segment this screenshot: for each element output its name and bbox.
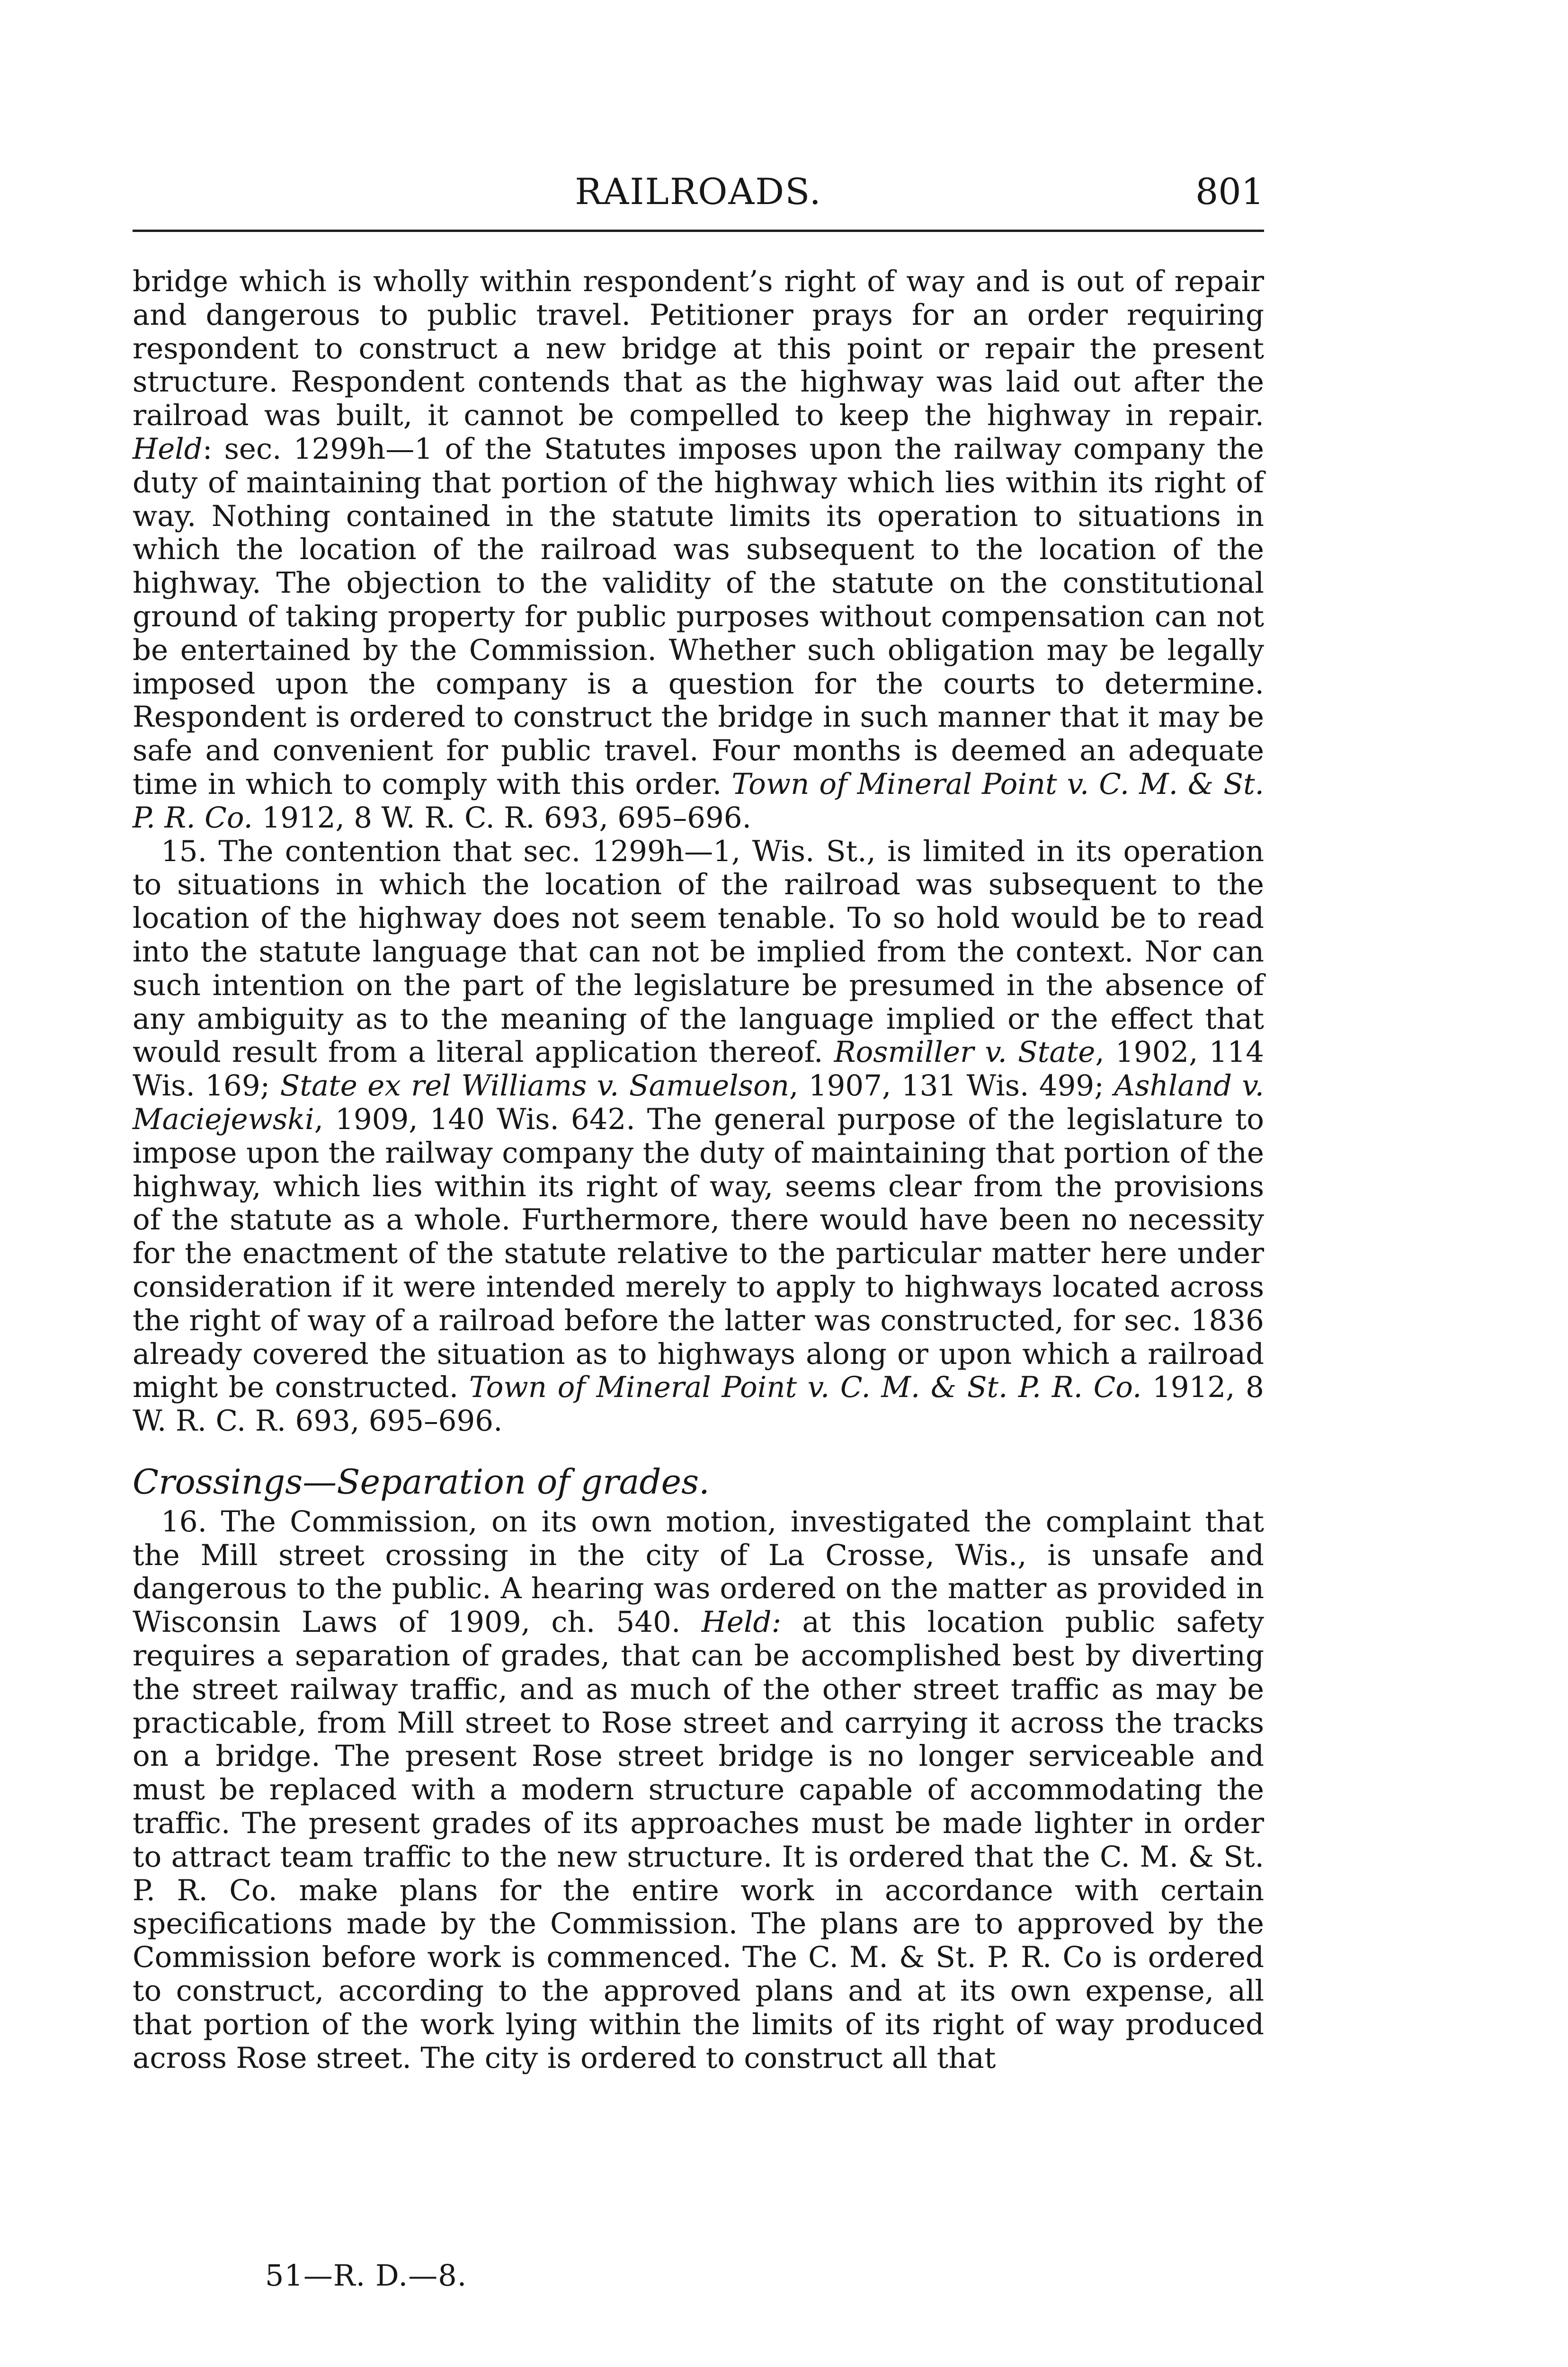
case-citation: Rosmiller v. State bbox=[834, 1035, 1096, 1069]
paragraph-16: 16. The Commission, on its own motion, investigated the complaint that the Mill street crossing in the city of La Crosse, Wis., is unsafe and dangerous to the public. A hearing was ordered on the matter as provided in Wisconsin Laws of 1909, ch. 540. Held: at this location public safety requires a separation of grades, that can be accomplished best by diverting the street railway traffic, and as much of the other street traffic as may be practicable, from Mill street to Rose street and carrying it across the tracks on a bridge. The present Rose street bridge is no longer serviceable and must be replaced with a modern structure capable of accommodating the traffic. The present grades of its approaches must be made lighter in order to attract team traffic to the new structure. It is ordered that the C. M. & St. P. R. Co. make plans for the entire work in accordance with certain specifications made by the Commission. The plans are to approved by the Commission before work is commenced. The C. M. & St. P. R. Co is ordered to construct, according to the approved plans and at its own expense, all that portion of the work lying within the limits of its right of way produced across Rose street. The city is ordered to construct all that bbox=[133, 1504, 1264, 2075]
section-heading: Crossings—Separation of grades. bbox=[133, 1461, 710, 1502]
case-citation: Town of Mineral Point v. C. M. & St. P. R. Co. bbox=[133, 767, 1264, 835]
running-title: RAILROADS. bbox=[575, 170, 822, 213]
paragraph-15: 15. The contention that sec. 1299h—1, Wis. St., is limited in its operation to situations in which the location of the railroad was subsequent to the location of the highway does not seem tenable. To so hold would be to read into the statute language that can not be implied from the context. Nor can such intention on the part of the legislature be presumed in the absence of any ambiguity as to the meaning of the language implied or the effect that would result from a literal application thereof. Rosmiller v. State, 1902, 114 Wis. 169; State ex rel Williams v. Samuelson, 1907, 131 Wis. 499; Ashland v. Maciejewski, 1909, 140 Wis. 642. The general purpose of the legislature to impose upon the railway company the duty of maintaining that portion of the highway, which lies within its right of way, seems clear from the provisions of the statute as a whole. Furthermore, there would have been no necessity for the enactment of the statute relative to the particular matter here under consideration if it were intended merely to apply to highways located across the right of way of a railroad before the latter was constructed, for sec. 1836 already covered the situation as to highways along or upon which a railroad might be constructed. Town of Mineral Point v. C. M. & St. P. R. Co. 1912, 8 W. R. C. R. 693, 695–696. bbox=[133, 834, 1265, 1438]
page-header bbox=[133, 170, 1264, 222]
case-citation: Town of Mineral Point v. C. M. & St. P. R. Co. bbox=[469, 1370, 1142, 1405]
paragraph-14-continued: bridge which is wholly within respondent’s right of way and is out of repair and dangerous to public travel. Petitioner prays for an order requiring respondent to construct a new bridge at this point or repair the present structure. Respondent contends that as the highway was laid out after the railroad was built, it cannot be compelled to keep the highway in repair. Held: sec. 1299h—1 of the Statutes imposes upon the railway company the duty of maintaining that portion of the highway which lies within its right of way. Nothing contained in the statute limits its operation to situations in which the location of the railroad was subsequent to the location of the highway. The objection to the validity of the statute on the constitutional ground of taking property for public purposes without compensation can not be entertained by the Commission. Whether such obligation may be legally imposed upon the company is a question for the courts to determine. Respondent is ordered to construct the bridge in such manner that it may be safe and convenient for public travel. Four months is deemed an adequate time in which to comply with this order. Town of Mineral Point v. C. M. & St. P. R. Co. 1912, 8 W. R. C. R. 693, 695–696. bbox=[133, 265, 1264, 835]
header-rule bbox=[133, 230, 1264, 232]
body-text bbox=[133, 265, 1264, 2075]
held-label: Held: bbox=[701, 1605, 782, 1639]
signature-mark: 51—R. D.—8. bbox=[265, 2258, 467, 2293]
case-citation: State ex rel Williams v. Samuelson bbox=[280, 1069, 789, 1103]
page-number: 801 bbox=[1195, 170, 1264, 213]
held-label: Held bbox=[133, 432, 203, 466]
case-citation: Ashland v. Maciejewski bbox=[133, 1069, 1264, 1136]
